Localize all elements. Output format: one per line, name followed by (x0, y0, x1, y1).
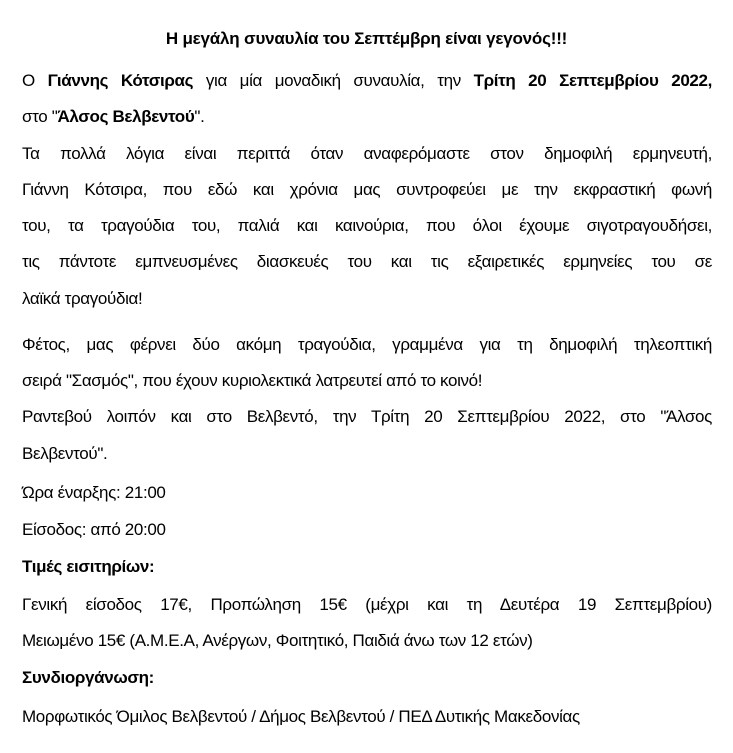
prices-heading: Τιμές εισιτηρίων: (22, 557, 155, 576)
paragraph-line: σειρά "Σασμός", που έχουν κυριολεκτικά λατρευτεί από το κοινό! (22, 371, 483, 390)
price-line: Μειωμένο 15€ (Α.Μ.Ε.Α, Ανέργων, Φοιτητικό, Παιδιά άνω των 12 ετών) (22, 631, 533, 650)
paragraph-line: Τα πολλά λόγια είναι περιττά όταν αναφερόμαστε στον δημοφιλή ερμηνευτή, (22, 144, 712, 163)
organizers: Μορφωτικός Όμιλος Βελβεντού / Δήμος Βελβεντού / ΠΕΔ Δυτικής Μακεδονίας (22, 707, 580, 726)
paragraph-line: Φέτος, μας φέρνει δύο ακόμη τραγούδια, γραμμένα για τη δημοφιλή τηλεοπτική (22, 335, 712, 354)
paragraph-line: του, τα τραγούδια του, παλιά και καινούρια, που όλοι έχουμε σιγοτραγουδήσει, (22, 216, 712, 235)
intro-line-1 (22, 70, 712, 92)
paragraph-line: τις πάντοτε εμπνευσμένες διασκευές του και τις εξαιρετικές ερμηνείες του σε (22, 252, 712, 271)
paragraph-line: Ραντεβού λοιπόν και στο Βελβεντό, την Τρίτη 20 Σεπτεμβρίου 2022, στο "Άλσος (22, 407, 712, 426)
paragraph-line: Βελβεντού". (22, 444, 108, 463)
concert-date: Τρίτη 20 Σεπτεμβρίου 2022, (473, 71, 713, 90)
paragraph-line: λαϊκά τραγούδια! (22, 289, 143, 308)
paragraph-line: Γιάννη Κότσιρα, που εδώ και χρόνια μας συντροφεύει με την εκφραστική φωνή (22, 180, 712, 199)
intro-text: για μία μοναδική συναυλία, την (193, 71, 474, 90)
organizers-heading: Συνδιοργάνωση: (22, 668, 154, 687)
start-time: Ώρα έναρξης: 21:00 (22, 483, 166, 502)
price-line: Γενική είσοδος 17€, Προπώληση 15€ (μέχρι και τη Δευτέρα 19 Σεπτεμβρίου) (22, 595, 712, 614)
intro-text: ". (194, 107, 205, 126)
intro-text: Ο (22, 71, 48, 90)
intro-text: στο " (22, 107, 58, 126)
venue-name: Άλσος Βελβεντού (57, 107, 195, 126)
intro-line-2 (22, 106, 712, 128)
artist-name: Γιάννης Κότσιρας (47, 71, 194, 90)
entry-time: Είσοδος: από 20:00 (22, 520, 166, 539)
document-title: Η μεγάλη συναυλία του Σεπτέμβρη είναι γεγονός!!! (165, 29, 568, 48)
